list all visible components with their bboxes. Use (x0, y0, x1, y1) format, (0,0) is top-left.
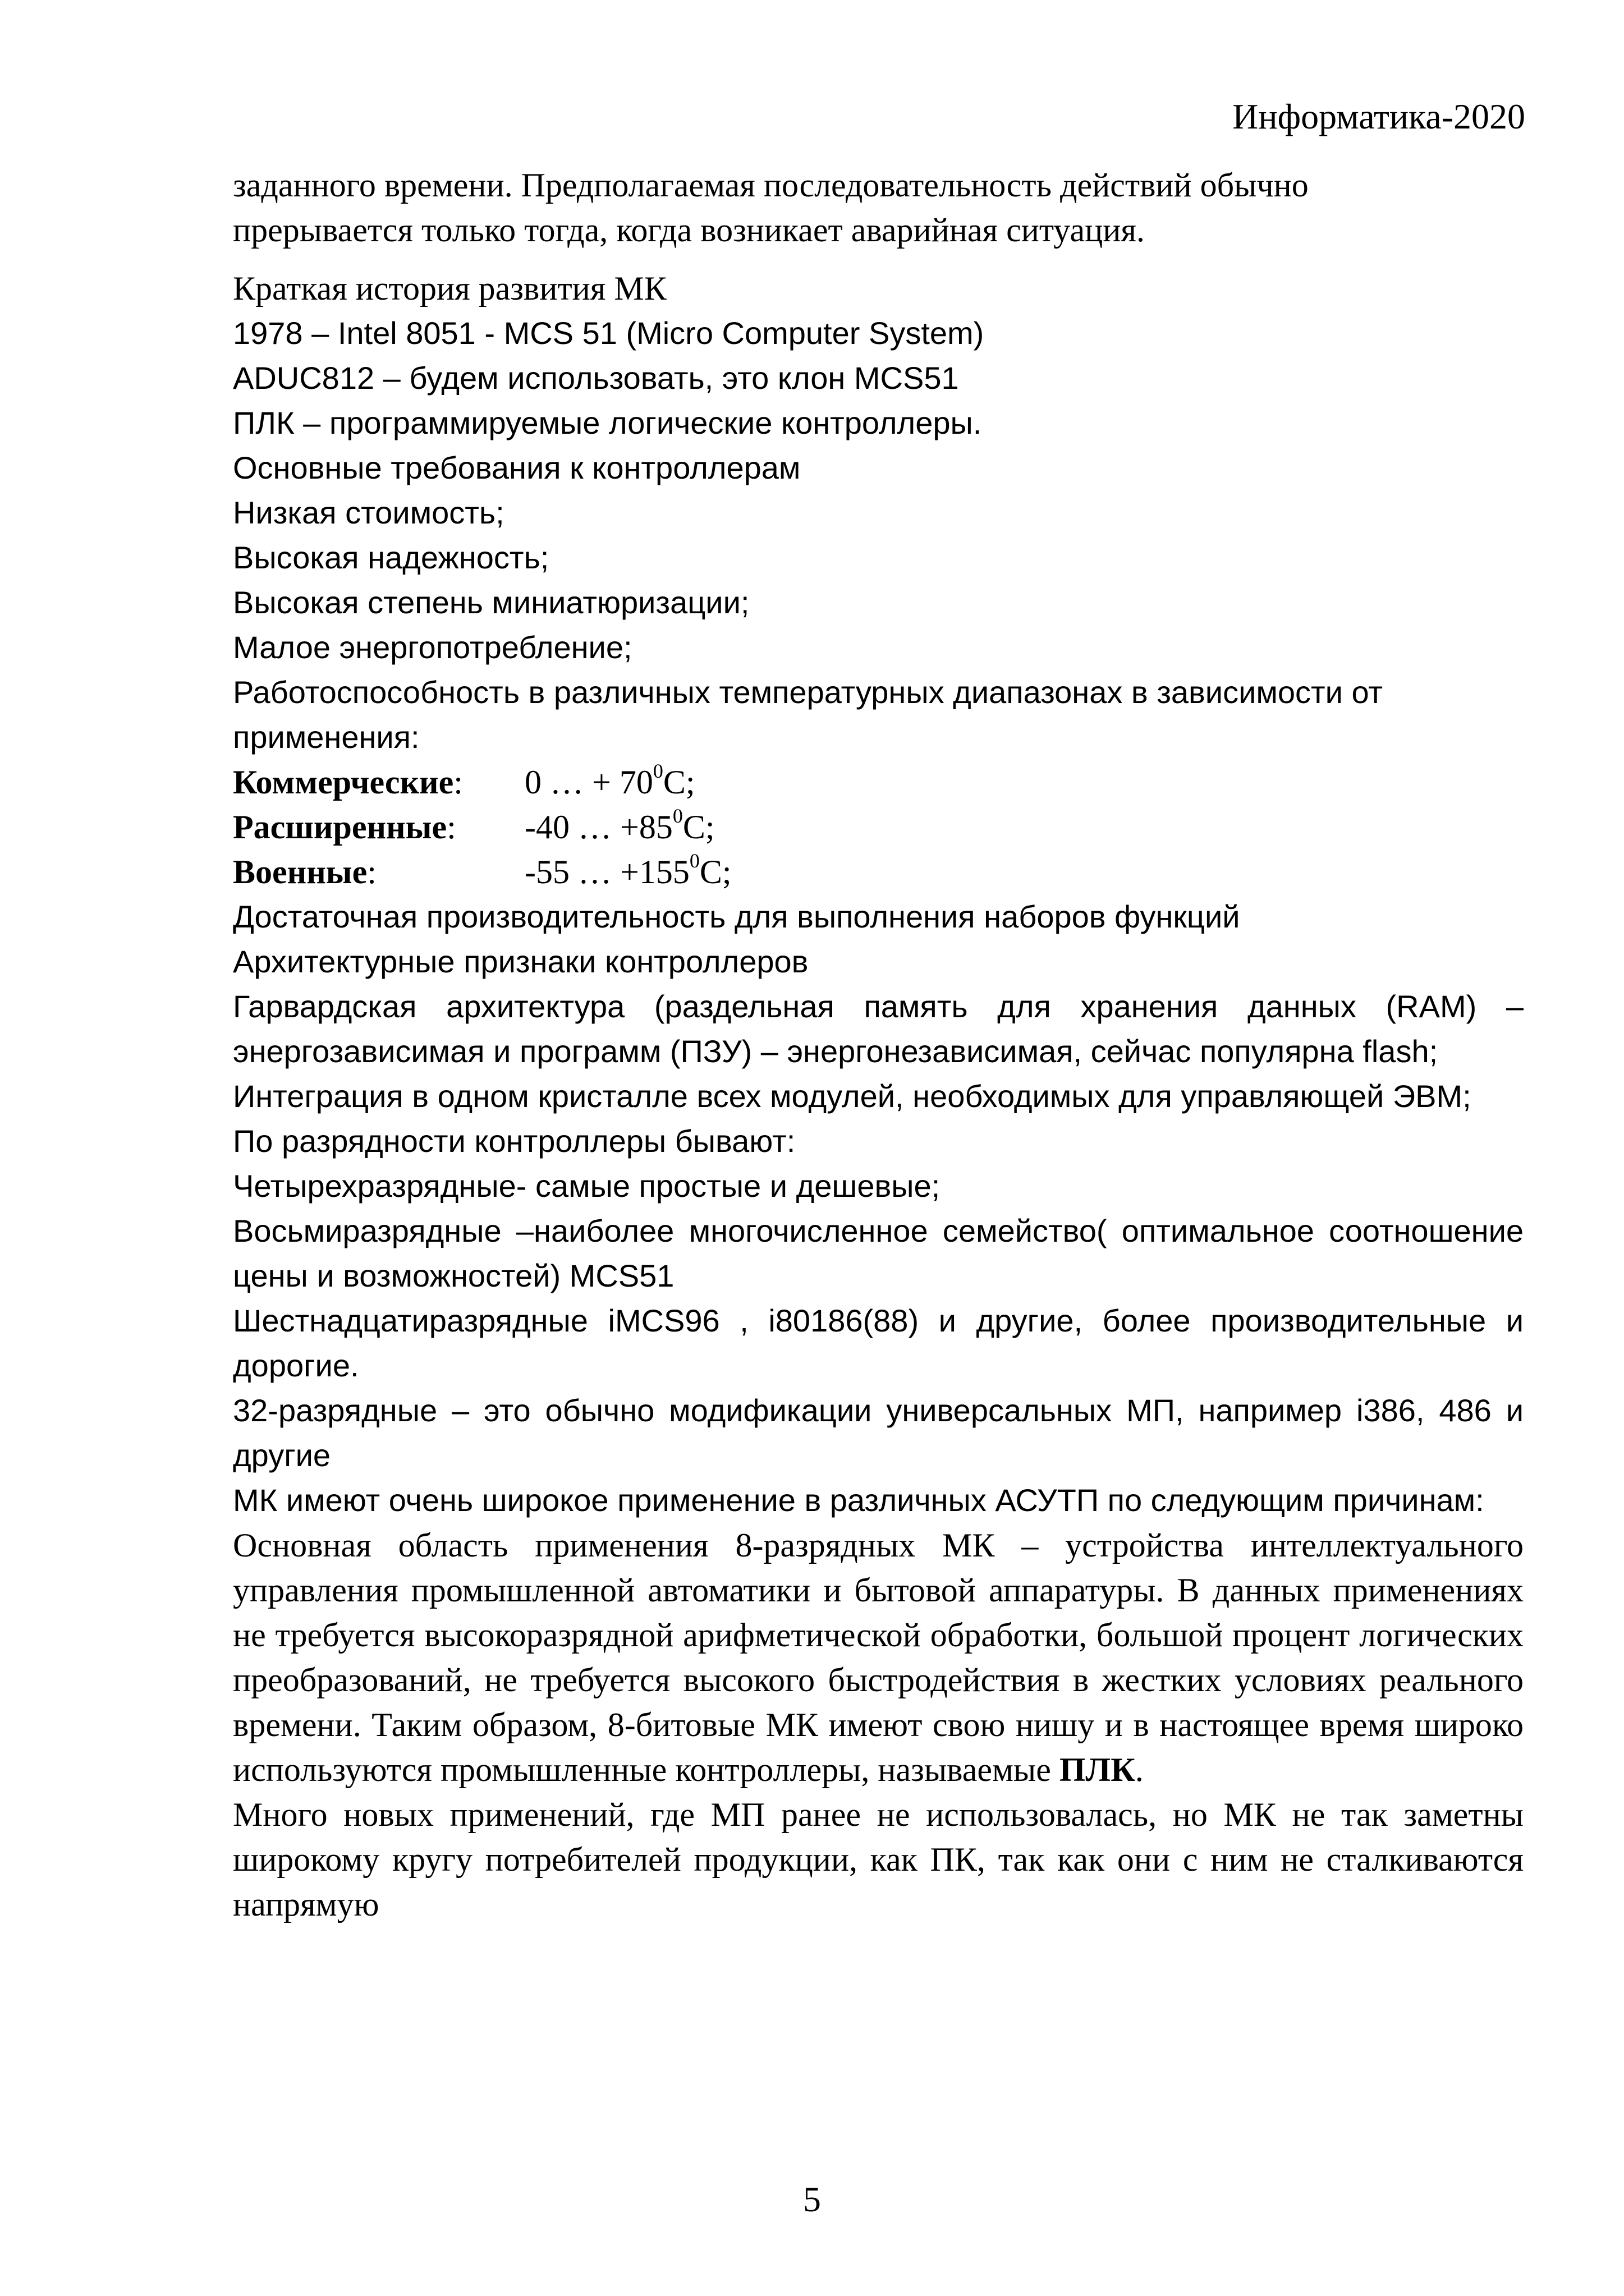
bitness-title: По разрядности контроллеры бывают: (233, 1123, 796, 1159)
application-intro: МК имеют очень широкое применение в различных АСУТП по следующим причинам: (233, 1482, 1484, 1518)
military-label: Военные (233, 853, 368, 890)
degree-sup: 0 (672, 805, 683, 827)
application-text: Основная область применения 8-разрядных МК – устройства интеллектуального управления промышленной автоматики и бытовой аппаратуры. В данных применениях не требуется высокоразрядной арифметической обработки, большой процент логических преобразований, не требуется высокого быстродействия в жестких условиях реального времени. Таким образом, 8-битовые МК имеют свою нишу и в настоящее время широко используются промышленные контроллеры, называемые (233, 1527, 1524, 1788)
unit: C; (663, 764, 695, 801)
bitness-item-2: Восьмиразрядные –наиболее многочисленное семейство( оптимальное соотношение цены и возможностей) MCS51 (233, 1213, 1524, 1293)
history-item-1: 1978 – Intel 8051 - MCS 51 (Micro Computer System) (233, 315, 984, 351)
requirement-1: Низкая стоимость; (233, 495, 504, 530)
unit: C; (682, 809, 715, 846)
history-item-2: ADUC812 – будем использовать, это клон MCS51 (233, 360, 959, 396)
degree-sup: 0 (653, 760, 663, 782)
bitness-item-4: 32-разрядные – это обычно модификации универсальных МП, например i386, 486 и другие (233, 1393, 1524, 1473)
requirement-2: Высокая надежность; (233, 540, 549, 575)
page-content (233, 163, 1524, 1927)
running-header: Информатика-2020 (1232, 97, 1525, 136)
military-range: -55 … +155 (525, 853, 690, 890)
bitness-item-3: Шестнадцатиразрядные iMCS96 , i80186(88) и другие, более производительные и дорогие. (233, 1303, 1524, 1383)
unit: C; (699, 853, 732, 890)
requirement-4: Малое энергопотребление; (233, 630, 632, 665)
commercial-range: 0 … + 70 (525, 764, 653, 801)
requirements-title: Основные требования к контроллерам (233, 450, 801, 485)
application-period: . (1135, 1751, 1144, 1788)
requirement-6: Достаточная производительность для выполнения наборов функций (233, 899, 1240, 934)
temp-range-commercial: Коммерческие: 0 … + $70^0C$; (233, 760, 695, 801)
history-item-3: ПЛК – программируемые логические контроллеры. (233, 405, 982, 440)
architecture-title: Архитектурные признаки контроллеров (233, 944, 809, 979)
bitness-item-1: Четырехразрядные- самые простые и дешевые; (233, 1168, 941, 1204)
extended-range: -40 … +85 (525, 809, 673, 846)
extended-label: Расширенные (233, 809, 447, 846)
intro-line-1: заданного времени. Предполагаемая последовательность действий обычно (233, 167, 1309, 204)
architecture-item-1: Гарвардская архитектура (раздельная память для хранения данных (RAM) – энергозависимая и программ (ПЗУ) – энергонезависимая, сейчас популярна flash; (233, 989, 1524, 1069)
temp-range-military: Военные: -55 … $+155^0C$; (233, 849, 732, 890)
page-number: 5 (803, 2179, 821, 2219)
requirement-5: Работоспособность в различных температурных диапазонах в зависимости от применения: (233, 674, 1383, 755)
plk-term: ПЛК (1059, 1751, 1135, 1788)
application-paragraph (233, 1523, 1524, 1792)
architecture-item-2: Интеграция в одном кристалле всех модулей, необходимых для управляющей ЭВМ; (233, 1078, 1471, 1114)
intro-line-2: прерывается только тогда, когда возникает аварийная ситуация. (233, 212, 1145, 249)
degree-sup: 0 (689, 849, 700, 872)
requirement-3: Высокая степень миниатюризации; (233, 585, 750, 620)
temp-range-extended: Расширенные: -40 … $+85^0C$; (233, 805, 715, 846)
application-closing: Много новых применений, где МП ранее не использовалась, но МК не так заметны широкому кругу потребителей продукции, как ПК, так как они с ним не сталкиваются напрямую (233, 1796, 1524, 1923)
history-title: Краткая история развития МК (233, 270, 667, 307)
commercial-label: Коммерческие (233, 764, 454, 801)
